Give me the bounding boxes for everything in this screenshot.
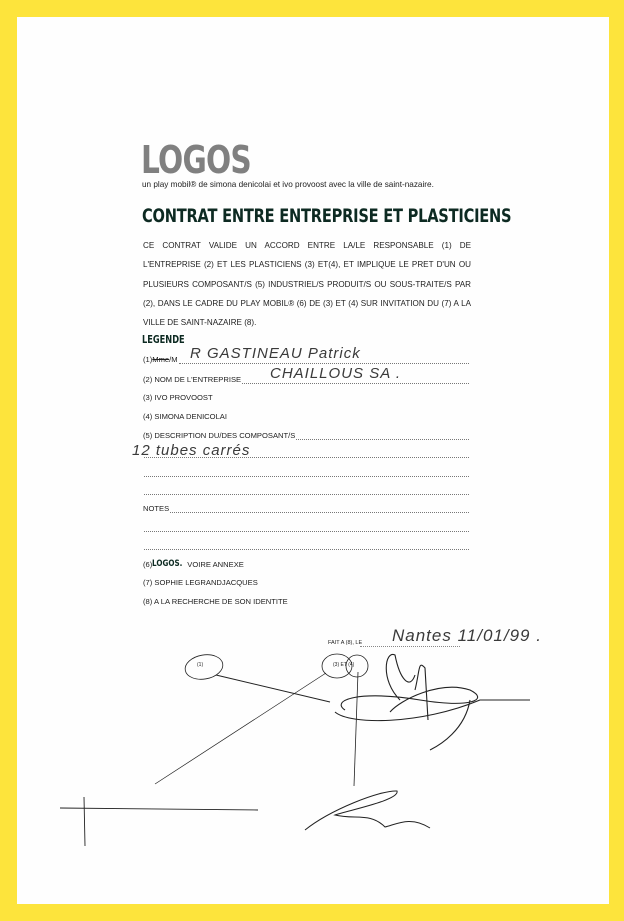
place-date-label: FAIT A (8), LE — [328, 640, 363, 646]
field-label: (1) — [143, 355, 153, 364]
handwritten-responsible: R GASTINEAU Patrick — [190, 345, 361, 362]
legend-heading: LEGENDE — [142, 333, 185, 346]
signature-1-label: (1) — [197, 662, 204, 668]
handwritten-description: 12 tubes carrés — [132, 442, 251, 459]
field-label: (3) IVO PROVOOST — [143, 393, 213, 402]
document-title: CONTRAT ENTRE ENTREPRISE ET PLASTICIENS — [142, 205, 512, 227]
signature-1 — [335, 654, 530, 750]
field-label: (2) NOM DE L'ENTREPRISE — [143, 375, 242, 384]
circle-1 — [183, 652, 225, 682]
struck-text: Mme — [152, 355, 170, 364]
tagline: un play mobil® de simona denicolai et ivo provoost avec la ville de saint-nazaire. — [142, 180, 434, 189]
field-label: /M — [169, 355, 178, 364]
handwritten-company: CHAILLOUS SA . — [270, 365, 401, 382]
circle-3 — [322, 654, 355, 678]
signature-3 — [305, 791, 430, 830]
pointer-line — [216, 675, 330, 702]
circle-4 — [346, 655, 368, 677]
field-label: (6) — [143, 560, 153, 569]
field-label: NOTES — [143, 504, 170, 513]
handwritten-place-date: Nantes 11/01/99 . — [392, 626, 542, 645]
logo: LOGOS — [141, 138, 252, 182]
intro-paragraph: CE CONTRAT VALIDE UN ACCORD ENTRE LA/LE RESPONSABLE (1) DE L'ENTREPRISE (2) ET LES PLASTICIENS (3) ET(4), ET IMPLIQUE LE PRET D'UN OU PLUSIEURS COMPOSANT/S (5) INDUSTRIEL/S PRODUIT/S OU SOUS-TRAITE/S PAR (2), DANS LE CADRE DU PLAY MOBIL® (6) DE (3) ET (4) SUR INVITATION DU (7) A LA VILLE DE SAINT-NAZAIRE (8). — [143, 241, 471, 328]
signature-34-label: (3) ET (4) — [333, 662, 355, 668]
field-label: (8) A LA RECHERCHE DE SON IDENTITE — [143, 597, 288, 606]
pointer-line — [354, 672, 358, 786]
signature-2 — [60, 797, 258, 846]
logos-inline: LOGOS. — [152, 559, 183, 569]
field-label: VOIRE ANNEXE — [187, 560, 244, 569]
field-label: (4) SIMONA DENICOLAI — [143, 412, 227, 421]
pointer-line — [155, 673, 326, 784]
field-label: (5) DESCRIPTION DU/DES COMPOSANT/S — [143, 431, 296, 440]
field-label: (7) SOPHIE LEGRANDJACQUES — [143, 578, 258, 587]
